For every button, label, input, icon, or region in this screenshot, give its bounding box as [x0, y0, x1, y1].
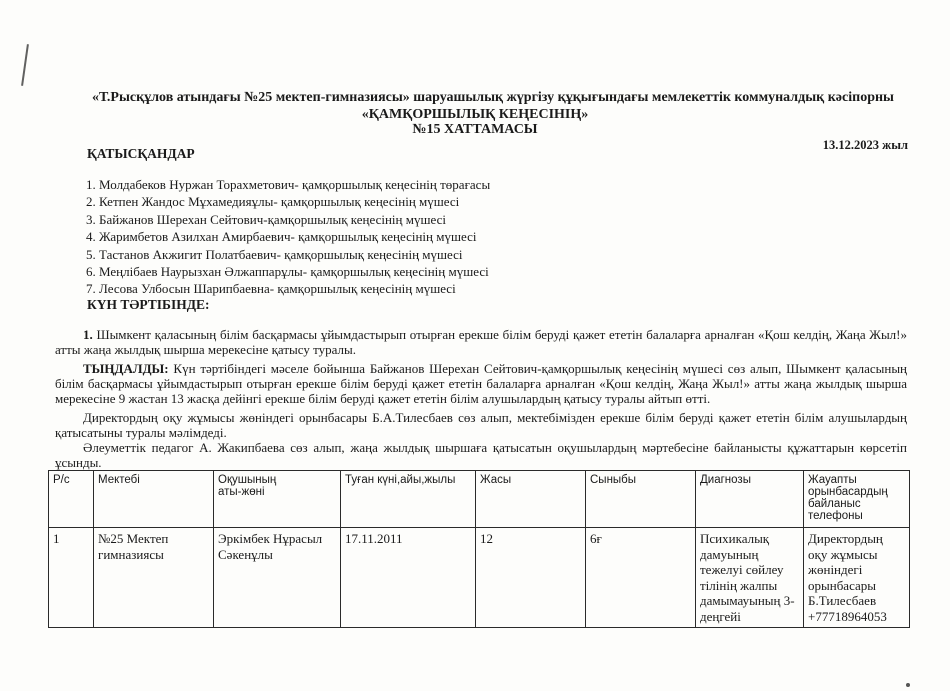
participant-item: 3. Байжанов Шерехан Сейтович-қамқоршылық кеңесінің мүшесі	[86, 211, 446, 227]
heard-label: ТЫҢДАЛДЫ:	[83, 361, 169, 376]
cell-birth: 17.11.2011	[341, 528, 476, 628]
deputy-paragraph	[55, 410, 907, 440]
agenda-heading: КҮН ТӘРТІБІНДЕ:	[87, 297, 210, 312]
col-header-num: Р/с	[49, 471, 94, 528]
agenda-item-1	[55, 327, 907, 357]
participant-item: 1. Молдабеков Нуржан Торахметович- қамқоршылық кеңесінің төрағасы	[86, 177, 491, 192]
heard-text: Күн тәртібіндегі мәселе бойынша Байжанов Шерехан Сейтович-қамқоршылық кеңесінің мүшесі сөз алып, Шымкент қаласының білім басқармасы ұйымдастырып отырған ерекше білім беруді қажет ететін балаларға арналған «Қош келдің, Жаңа Жыл!» атты жаңа жылдық шырша мерекесіне 9 жастан 13 жасқа дейінгі ерекше білім беруді қажет ететін білім алушылардың қатысу туралы айтып өтті.	[55, 361, 908, 407]
cell-diagnosis: Психикалық дамуының тежелуі сөйлеу тілінің жалпы дамымауының 3-деңгейі	[696, 528, 804, 628]
col-header-responsible: Жауапты орынбасардың байланыс телефоны	[804, 471, 910, 528]
cell-age: 12	[476, 528, 586, 628]
col-header-student: Оқушының аты-жөні	[214, 471, 341, 528]
cell-school: №25 Мектеп гимназиясы	[94, 528, 214, 628]
participant-item: 2. Кетпен Жандос Мұхамедияұлы- қамқоршылық кеңесінің мүшесі	[86, 194, 460, 210]
agenda-item-text: Шымкент қаласының білім басқармасы ұйымдастырып отырған ерекше білім беруді қажет ететін балаларға арналған «Қош келдің, Жаңа Жыл!» атты жаңа жылдық шырша мерекесіне қатысу туралы.	[55, 327, 907, 358]
scan-speck	[906, 683, 910, 687]
cell-student: Эркімбек Нұрасыл Сәкенұлы	[214, 528, 341, 628]
col-header-grade: Сыныбы	[586, 471, 696, 528]
participant-item: 4. Жаримбетов Азилхан Амирбаевич- қамқоршылық кеңесінің мүшесі	[86, 229, 477, 245]
agenda-item-number: 1.	[83, 327, 93, 342]
participant-item: 7. Лесова Улбосын Шарипбаевна- қамқоршылық кеңесінің мүшесі	[86, 281, 456, 297]
cell-responsible: Директордың оқу жұмысы жөніндегі орынбасары Б.Тилесбаев +77718964053	[804, 528, 910, 628]
cell-num: 1	[49, 528, 94, 628]
col-header-diagnosis: Диагнозы	[696, 471, 804, 528]
pedagogue-text: Әлеуметтік педагог А. Жакипбаева сөз алып, жаңа жылдық шыршаға қатысатын оқушылардың мәртебесіне байланысты құжаттарын көрсетіп ұсынды.	[55, 440, 907, 471]
participant-item: 5. Тастанов Акжигит Полатбаевич- қамқоршылық кеңесінің мүшесі	[86, 246, 463, 262]
participant-item: 6. Меңлібаев Наурызхан Әлжаппарұлы- қамқоршылық кеңесінің мүшесі	[86, 264, 489, 280]
col-header-age: Жасы	[476, 471, 586, 528]
deputy-text: Директордың оқу жұмысы жөніндегі орынбасары Б.А.Тилесбаев сөз алып, мектебімізден ерекше білім беруді қажет ететін білім алушылардың қатысатыны туралы мәлімдеді.	[55, 410, 907, 441]
participants-list	[86, 176, 490, 298]
pedagogue-paragraph	[55, 440, 907, 470]
col-header-birth: Туған күні,айы,жылы	[341, 471, 476, 528]
cell-grade: 6ғ	[586, 528, 696, 628]
participants-heading: ҚАТЫСҚАНДАР	[87, 146, 195, 161]
document-title-protocol: №15 ХАТТАМАСЫ	[412, 122, 538, 137]
heard-paragraph	[55, 361, 907, 407]
document-date: 13.12.2023 жыл	[822, 138, 908, 152]
table-header-row	[49, 471, 910, 528]
pen-mark	[21, 44, 29, 86]
document-title-org: «Т.Рысқұлов атындағы №25 мектеп-гимназиясы» шаруашылық жүргізу құқығындағы мемлекеттік коммуналдық кәсіпорны	[92, 90, 894, 105]
document-title-council: «ҚАМҚОРШЫЛЫҚ КЕҢЕСІНІҢ»	[361, 107, 589, 122]
students-table	[48, 470, 910, 628]
table-row	[49, 528, 910, 628]
col-header-school: Мектебі	[94, 471, 214, 528]
